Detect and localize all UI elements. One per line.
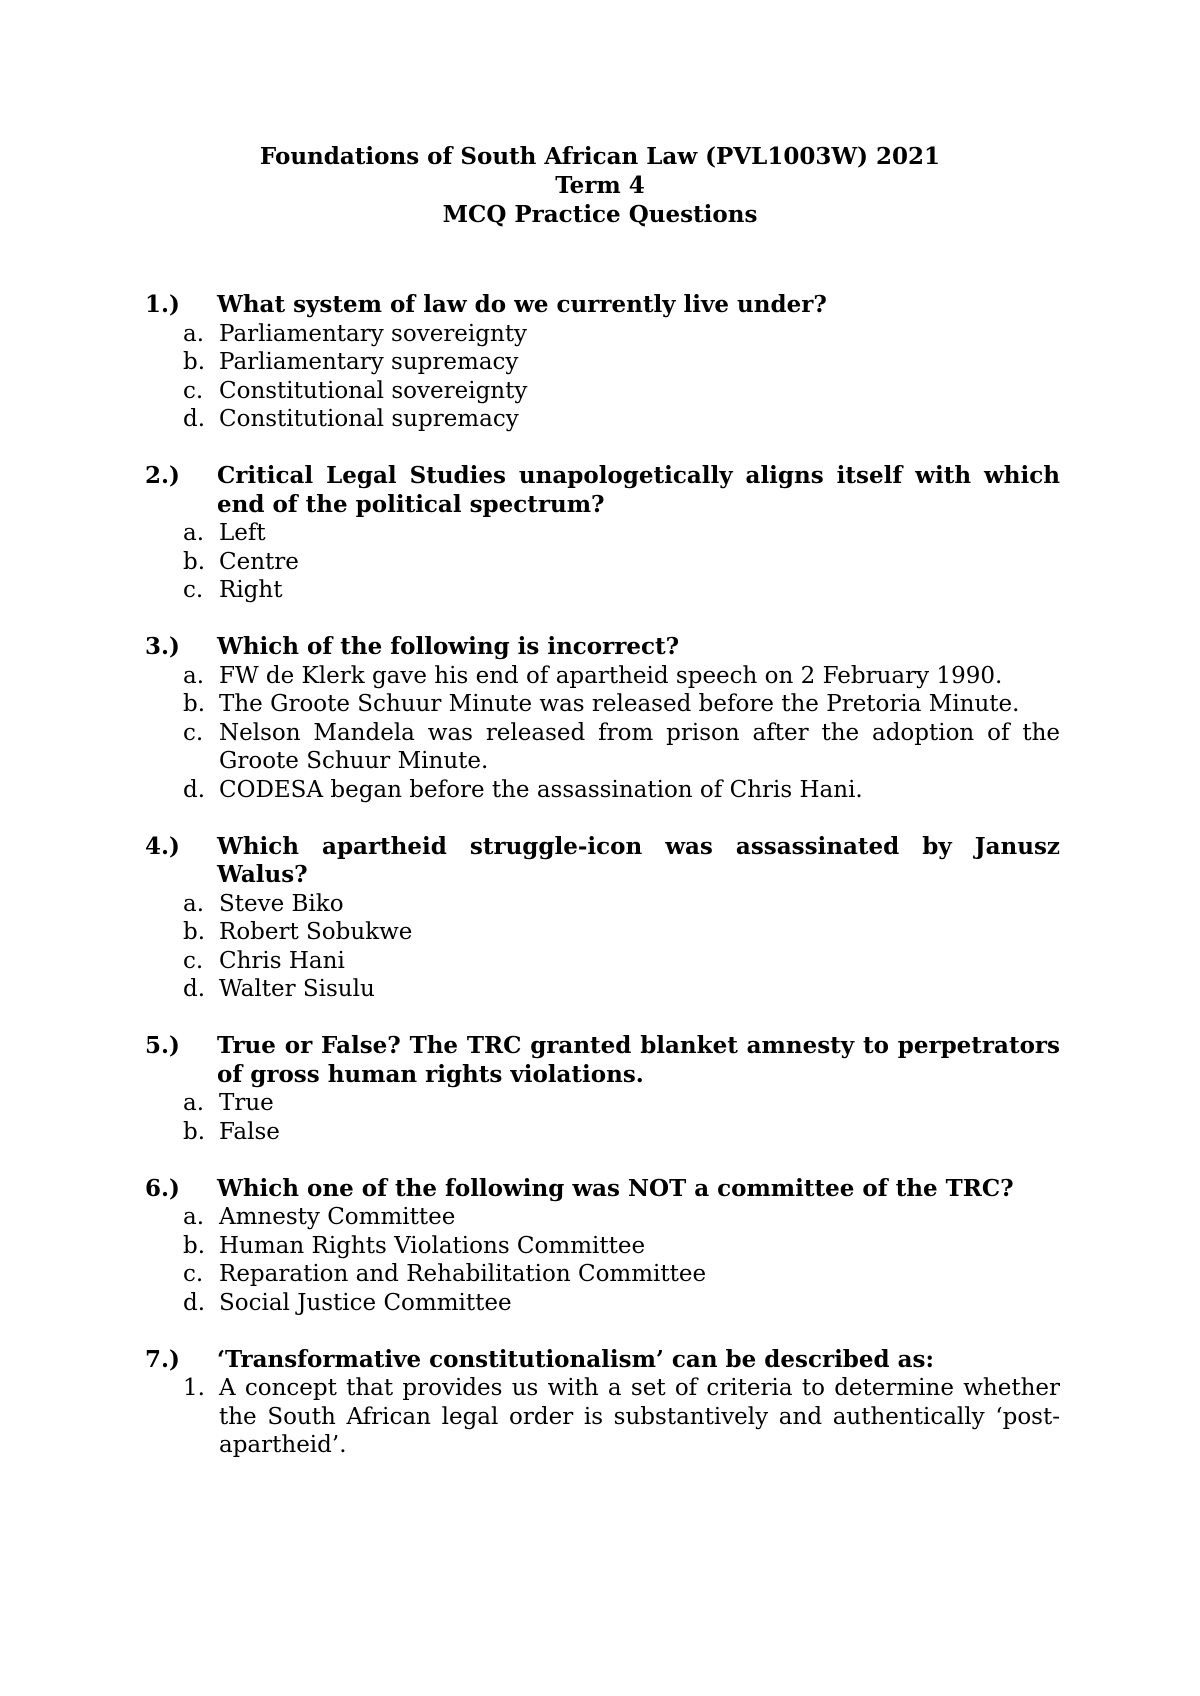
question-number: 4.) [145, 832, 180, 860]
answer-option [145, 1289, 1060, 1318]
answer-option [145, 576, 1060, 605]
term-label: Term 4 [555, 172, 645, 199]
question-text: Critical Legal Studies unapologetically aligns itself with which end of the political spectrum? [217, 462, 1060, 518]
question-number: 2.) [145, 462, 180, 489]
question-6 [145, 1175, 1060, 1318]
answer-option [145, 662, 1060, 691]
option-letter: b. [183, 548, 206, 575]
option-letter: d. [183, 976, 206, 1002]
option-text: Constitutional sovereignty [219, 377, 528, 404]
answer-option [145, 776, 1060, 805]
option-letter: b. [183, 349, 206, 375]
option-letter: a. [183, 662, 205, 689]
option-letter: b. [183, 691, 206, 717]
option-text: Right [219, 577, 283, 603]
answer-option [145, 519, 1060, 548]
question-text: Which one of the following was NOT a committee of the TRC? [217, 1174, 1014, 1202]
question-stem [145, 1346, 1060, 1375]
option-letter: d. [183, 406, 206, 432]
question-stem [145, 462, 1060, 519]
option-letter: b. [183, 1118, 206, 1145]
option-letter: a. [183, 520, 205, 546]
option-letter: b. [183, 1232, 206, 1259]
option-letter: b. [183, 919, 206, 945]
question-stem [145, 1032, 1060, 1089]
answer-option [145, 348, 1060, 377]
option-text: Nelson Mandela was released from prison after the adoption of the Groote Schuur Minute. [219, 719, 1060, 774]
option-text: Chris Hani [219, 947, 345, 974]
answer-option [145, 405, 1060, 434]
option-letter: a. [183, 320, 205, 347]
question-3 [145, 633, 1060, 804]
option-text: FW de Klerk gave his end of apartheid speech on 2 February 1990. [219, 662, 1003, 689]
option-letter: a. [183, 890, 205, 917]
option-text: Steve Biko [219, 890, 344, 917]
answer-option [145, 1374, 1060, 1460]
answer-option [145, 947, 1060, 976]
answer-option [145, 1260, 1060, 1289]
option-letter: c. [183, 577, 204, 603]
question-text: ‘Transformative constitutionalism’ can be described as: [217, 1345, 934, 1373]
option-text: Human Rights Violations Committee [219, 1232, 646, 1259]
option-letter: a. [183, 1090, 205, 1116]
question-number: 7.) [145, 1345, 180, 1373]
question-list [145, 291, 1060, 1488]
option-letter: c. [183, 947, 204, 974]
option-text: Amnesty Committee [219, 1204, 456, 1230]
option-letter: d. [183, 776, 206, 803]
question-1 [145, 291, 1060, 434]
question-2 [145, 462, 1060, 605]
question-4 [145, 833, 1060, 1004]
option-text: Centre [219, 548, 299, 575]
option-text: A concept that provides us with a set of criteria to determine whether the South African legal order is substantively and authentically ‘post-apartheid’. [219, 1375, 1060, 1458]
option-letter: d. [183, 1289, 206, 1316]
answer-option [145, 918, 1060, 947]
document-header [0, 142, 1200, 229]
answer-option [145, 1118, 1060, 1147]
answer-option [145, 719, 1060, 776]
question-number: 6.) [145, 1174, 180, 1202]
option-text: Walter Sisulu [219, 976, 375, 1002]
answer-option [145, 320, 1060, 349]
question-stem [145, 1175, 1060, 1204]
answer-option [145, 1232, 1060, 1261]
option-text: Parliamentary supremacy [219, 349, 519, 375]
option-letter: c. [183, 377, 204, 404]
question-5 [145, 1032, 1060, 1146]
option-text: Constitutional supremacy [219, 406, 519, 432]
question-stem [145, 291, 1060, 320]
answer-option [145, 975, 1060, 1004]
question-number: 1.) [145, 291, 180, 318]
document-title: MCQ Practice Questions [442, 201, 758, 228]
option-text: Social Justice Committee [219, 1289, 512, 1316]
question-7 [145, 1346, 1060, 1460]
question-number: 3.) [145, 633, 180, 660]
question-text: What system of law do we currently live under? [217, 291, 827, 318]
answer-option [145, 377, 1060, 406]
answer-option [145, 890, 1060, 919]
answer-option [145, 1089, 1060, 1118]
course-title: Foundations of South African Law (PVL1003W) 2021 [259, 143, 941, 170]
question-text: Which apartheid struggle-icon was assassinated by Janusz Walus? [217, 832, 1060, 888]
question-stem [145, 633, 1060, 662]
option-letter: a. [183, 1204, 205, 1230]
option-letter: c. [183, 1261, 204, 1287]
option-letter: c. [183, 719, 204, 746]
question-text: Which of the following is incorrect? [217, 633, 680, 660]
option-letter: 1. [183, 1375, 205, 1401]
option-text: Reparation and Rehabilitation Committee [219, 1261, 707, 1287]
option-text: Robert Sobukwe [219, 919, 413, 945]
question-stem [145, 833, 1060, 890]
answer-option [145, 1203, 1060, 1232]
question-text: True or False? The TRC granted blanket amnesty to perpetrators of gross human rights violations. [217, 1032, 1060, 1088]
answer-option [145, 548, 1060, 577]
option-text: True [219, 1090, 274, 1116]
question-number: 5.) [145, 1032, 180, 1059]
option-text: Parliamentary sovereignty [219, 320, 528, 347]
option-text: False [219, 1118, 280, 1145]
option-text: CODESA began before the assassination of Chris Hani. [219, 776, 863, 803]
option-text: Left [219, 520, 266, 546]
option-text: The Groote Schuur Minute was released before the Pretoria Minute. [219, 691, 1020, 717]
answer-option [145, 690, 1060, 719]
